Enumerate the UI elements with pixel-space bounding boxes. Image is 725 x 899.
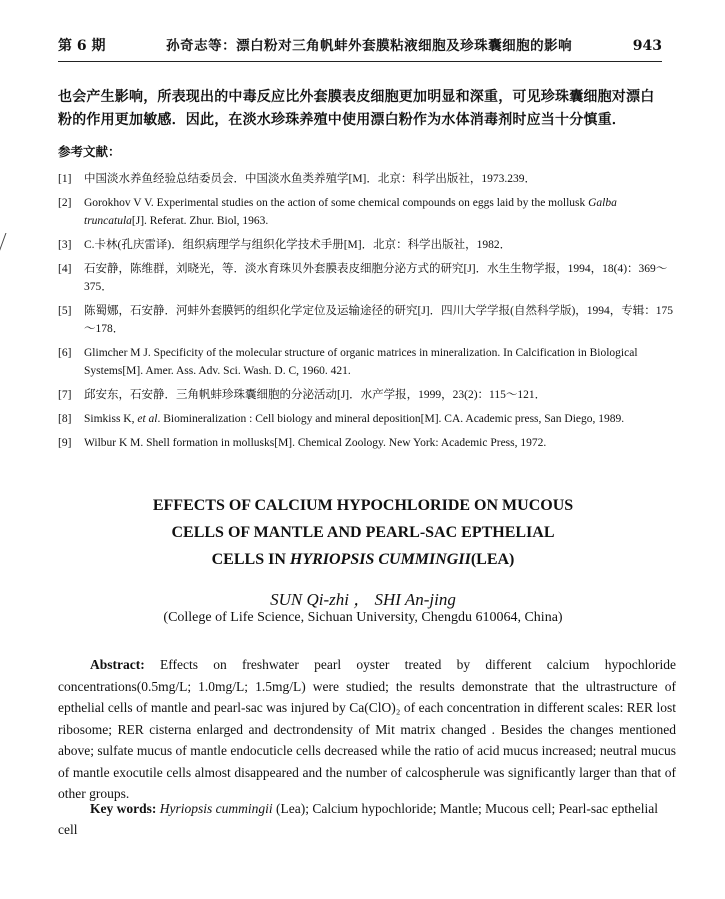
reference-number: [7] — [58, 389, 72, 401]
keywords-paragraph — [58, 798, 676, 840]
reference-text-main: C.卡林(孔庆雷译)．组织病理学与组织化学技术手册[M]．北京：科学出版社，1982． — [84, 239, 512, 251]
reference-item — [58, 386, 676, 404]
abstract-text: Effects on freshwater pearl oyster treated by different calcium hypochloride concentrations(0.5mg/L; 1.0mg/L; 1.5mg/L) were studied; the results demonstrate that the ultrastructure of epthelial cells of mantle and pearl-sac was injured by Ca(ClO)₂ of each concentration in different scales: RER lost ribosome; RER cisterna enlarged and dectrondensity of Mit matrix changed . Besides the changes mentioned above; sulfate mucus of mantle endocuticle cells decreased while the ratio of acid mucus increased; neutral mucus of mantle exocutile cells almost disappeared and the number of calcospherule was significantly larger than that of other groups. — [58, 657, 676, 801]
reference-text — [84, 410, 676, 428]
reference-text-main: 陈蜀娜，石安静．河蚌外套膜钙的组织化学定位及运输途径的研究[J]．四川大学学报(自然科学版)，1994，专辑：175～178． — [84, 305, 674, 335]
reference-item — [58, 260, 676, 296]
issue-label: 第 6 期 — [58, 38, 106, 54]
reference-text-main: Wilbur K M. Shell formation in mollusks[M]. Chemical Zoology. New York: Academic Press, 1972. — [84, 437, 547, 449]
reference-italic-title: et al — [137, 413, 158, 425]
reference-italic-title: Galba truncatula — [84, 197, 617, 227]
reference-item — [58, 344, 676, 380]
reference-number: [2] — [58, 197, 72, 209]
reference-text — [84, 236, 676, 254]
reference-list — [58, 170, 676, 458]
reference-text-main: Gorokhov V V. Experimental studies on the action of some chemical compounds on eggs laid by the mollusk — [84, 197, 589, 209]
page-number: 943 — [632, 38, 662, 54]
reference-item — [58, 170, 676, 188]
reference-number: [8] — [58, 413, 72, 425]
reference-item — [58, 434, 676, 452]
keywords-text: (Lea); Calcium hypochloride; Mantle; Mucous cell; Pearl-sac epthelial cell — [58, 801, 658, 837]
reference-number: [4] — [58, 263, 72, 275]
intro-paragraph: 也会产生影响，所表现出的中毒反应比外套膜表皮细胞更加明显和深重，可见珍珠囊细胞对漂白粉的作用更加敏感．因此，在淡水珍珠养殖中使用漂白粉作为水体消毒剂时应当十分慎重． — [58, 89, 655, 128]
reference-text — [84, 302, 676, 338]
reference-text — [84, 260, 676, 296]
reference-item — [58, 236, 676, 254]
reference-text — [84, 170, 676, 188]
reference-number: [1] — [58, 173, 72, 185]
reference-text — [84, 344, 676, 380]
reference-text — [84, 386, 676, 404]
title-line-2: CELLS OF MANTLE AND PEARL-SAC EPTHELIAL — [171, 524, 555, 541]
keywords-label: Key words: — [90, 801, 157, 816]
title-line-1: EFFECTS OF CALCIUM HYPOCHLORIDE ON MUCOUS — [152, 497, 574, 514]
reference-text — [84, 194, 676, 230]
author-names: SUN Qi-zhi ， SHI An-jing — [270, 590, 456, 609]
reference-text-main: 中国淡水养鱼经验总结委员会．中国淡水鱼类养殖学[M]．北京：科学出版社，1973.239． — [84, 173, 537, 185]
references-heading: 参考文献： — [58, 144, 121, 159]
reference-text-main: 石安静，陈维群，刘晓光，等．淡水育珠贝外套膜表皮细胞分泌方式的研究[J]．水生生物学报，1994，18(4)：369～375． — [84, 263, 668, 293]
reference-text-main: 邱安东，石安静．三角帆蚌珍珠囊细胞的分泌活动[J]．水产学报，1999，23(2)：115～121． — [84, 389, 547, 401]
reference-number: [3] — [58, 239, 72, 251]
title-line-3-post: (LEA) — [470, 551, 515, 568]
reference-item — [58, 194, 676, 230]
reference-text-main: Glimcher M J. Specificity of the molecular structure of organic matrices in mineralization. In Calcification in Biological Systems[M]. Amer. Ass. Adv. Sci. Wash. D. C, 1960. 421. — [84, 347, 638, 377]
abstract-label: Abstract: — [90, 657, 145, 672]
reference-text — [84, 434, 676, 452]
reference-number: [5] — [58, 305, 72, 317]
reference-number: [6] — [58, 347, 72, 359]
english-title — [58, 492, 668, 573]
scan-edge-mark — [0, 233, 16, 263]
reference-text-main: Simkiss K, — [84, 413, 138, 425]
reference-number: [9] — [58, 437, 72, 449]
title-line-3-pre: CELLS IN — [211, 551, 290, 568]
running-header — [58, 34, 662, 62]
reference-text-tail: . Biomineralization : Cell biology and mineral deposition[M]. CA. Academic press, San Diego, 1989. — [157, 413, 625, 425]
reference-item — [58, 302, 676, 338]
reference-item — [58, 410, 676, 428]
species-name: HYRIOPSIS CUMMINGII — [289, 551, 471, 568]
keywords-species: Hyriopsis cummingii — [156, 801, 273, 816]
reference-text-tail: [J]. Referat. Zhur. Biol, 1963. — [131, 215, 269, 227]
title-line-3 — [58, 546, 668, 573]
affiliation: (College of Life Science, Sichuan University, Chengdu 610064, China) — [163, 610, 563, 625]
abstract-paragraph — [58, 654, 676, 805]
running-title: 孙奇志等：漂白粉对三角帆蚌外套膜粘液细胞及珍珠囊细胞的影响 — [166, 38, 573, 54]
